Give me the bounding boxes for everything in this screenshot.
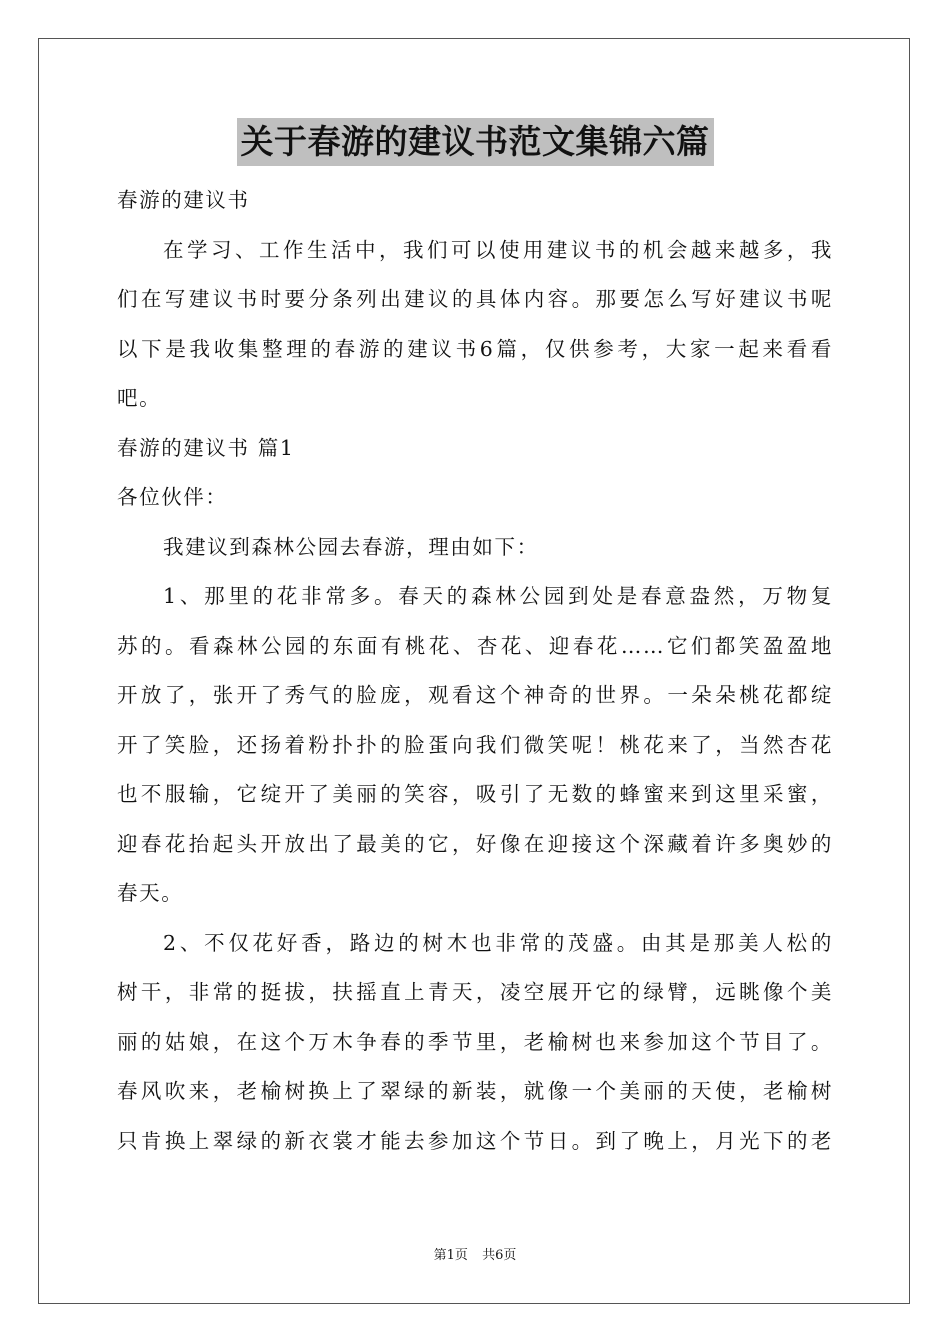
page-number: 第1页 bbox=[433, 1248, 468, 1263]
text-line: 也不服输，它绽开了美丽的笑容，吸引了无数的蜂蜜来到这里采蜜， bbox=[117, 782, 833, 806]
text-line: 在学习、工作生活中，我们可以使用建议书的机会越来越多，我 bbox=[163, 237, 833, 262]
text-line: 1、那里的花非常多。春天的森林公园到处是春意盎然，万物复 bbox=[163, 584, 833, 608]
text-line: 树干，非常的挺拔，扶摇直上青天，凌空展开它的绿臂，远眺像个美 bbox=[117, 980, 833, 1004]
text-line: 苏的。看森林公园的东面有桃花、杏花、迎春花……它们都笑盈盈地 bbox=[117, 633, 833, 658]
text-line: 开了笑脸，还扬着粉扑扑的脸蛋向我们微笑呢！桃花来了，当然杏花 bbox=[117, 732, 833, 757]
text-line: 以下是我收集整理的春游的建议书6篇，仅供参考，大家一起来看看 bbox=[117, 336, 833, 361]
text-line: 开放了，张开了秀气的脸庞，观看这个神奇的世界。一朵朵桃花都绽 bbox=[117, 683, 833, 707]
page-total: 共6页 bbox=[482, 1248, 517, 1263]
text-line: 丽的姑娘，在这个万木争春的季节里，老榆树也来参加这个节目了。 bbox=[117, 1029, 833, 1054]
text-line: 只肯换上翠绿的新衣裳才能去参加这个节日。到了晚上，月光下的老 bbox=[117, 1128, 833, 1153]
text-line: 迎春花抬起头开放出了最美的它，好像在迎接这个深藏着许多奥妙的 bbox=[117, 831, 833, 856]
page-footer bbox=[0, 1244, 950, 1263]
text-line: 各位伙伴： bbox=[117, 485, 228, 509]
document-title-text: 关于春游的建议书范文集锦六篇 bbox=[237, 118, 714, 166]
document-title bbox=[0, 118, 950, 166]
text-line: 春天。 bbox=[117, 881, 184, 905]
text-line: 吧。 bbox=[117, 386, 162, 410]
document-body bbox=[117, 176, 833, 1166]
text-line: 们在写建议书时要分条列出建议的具体内容。那要怎么写好建议书呢 bbox=[117, 287, 833, 311]
text-line: 2、不仅花好香，路边的树木也非常的茂盛。由其是那美人松的 bbox=[163, 930, 833, 955]
text-line: 春游的建议书 篇1 bbox=[117, 435, 295, 460]
text-line: 春风吹来，老榆树换上了翠绿的新装，就像一个美丽的天使，老榆树 bbox=[117, 1079, 833, 1103]
text-line: 春游的建议书 bbox=[117, 188, 250, 212]
text-line: 我建议到森林公园去春游，理由如下： bbox=[163, 534, 539, 559]
